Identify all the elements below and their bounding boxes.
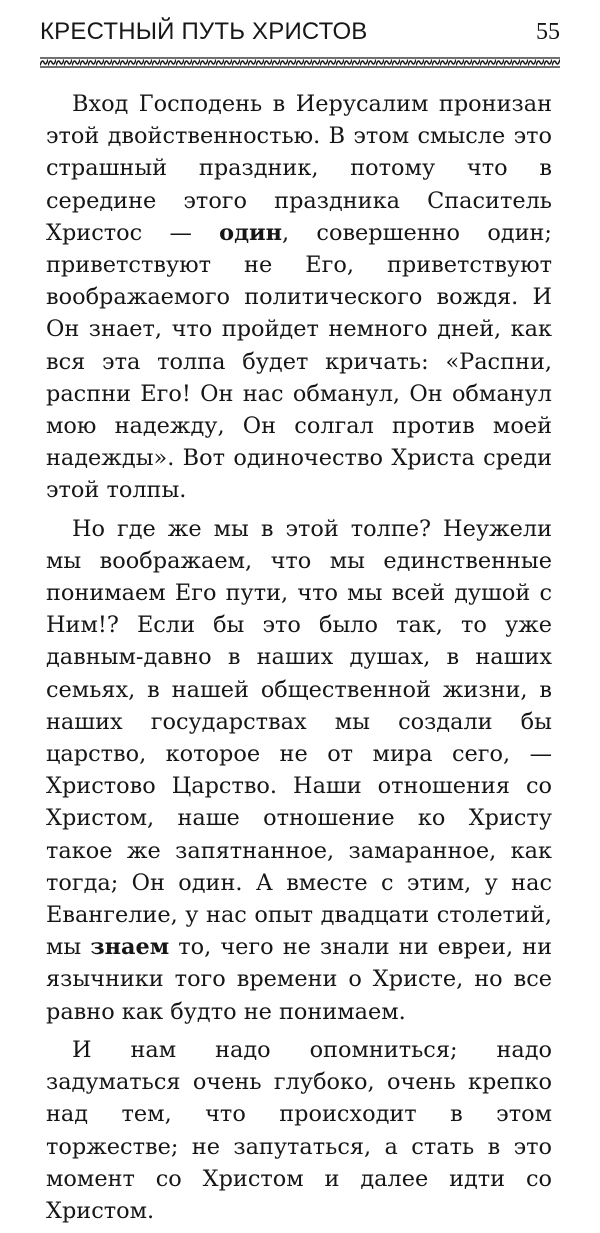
emphasis-word-alone: один [219,219,282,246]
paragraph-1-text-end: , совершенно один; приветствуют не Его, приветствуют воображаемого политического вождя. И Он знает, что пройдет немного дней, как вся эта толпа будет кричать: «Распни, распни Его! Он нас обманул, Он обманул мою надежду, Он солгал против моей надежды». Вот одиночество Христа среди этой толпы. [46,219,552,504]
page-number: 55 [536,19,560,45]
body-text [46,88,552,1233]
running-head [40,18,560,46]
paragraph-2-text-end: то, чего не знали ни евреи, ни язычники того времени о Христе, но все равно как будто не понимаем. [46,934,552,1025]
paragraph-2 [46,513,552,1028]
paragraph-1 [46,88,552,507]
running-title: КРЕСТНЫЙ ПУТЬ ХРИСТОВ [40,18,368,45]
emphasis-word-know: знаем [90,934,170,961]
paragraph-2-text-start: Но где же мы в этой толпе? Неужели мы воображаем, что мы единственные понимаем Его пути, что мы всей душой с Ним!? Если бы это было так, то уже давным-давно в наших душах, в наших семьях, в нашей общественной жизни, в наших государствах мы создали бы царство, которое не от мира сего, — Христово Царство. Наши отношения со Христом, наше отношение ко Христу такое же запятнанное, замаранное, как тогда; Он один. А вместе с этим, у нас Евангелие, у нас опыт двадцати столетий, мы [46,515,552,961]
header-ornament-rule [40,57,560,68]
paragraph-1-text-start: Вход Господень в Иерусалим пронизан этой двойственностью. В этом смысле это страшный праздник, потому что в середине этого праздника Спаситель Христос — [46,91,552,246]
paragraph-3: И нам надо опомниться; надо задуматься очень глубоко, очень крепко над тем, что происходит в этом торжестве; не запутаться, а стать в это момент со Христом и далее идти со Христом. [46,1036,552,1224]
